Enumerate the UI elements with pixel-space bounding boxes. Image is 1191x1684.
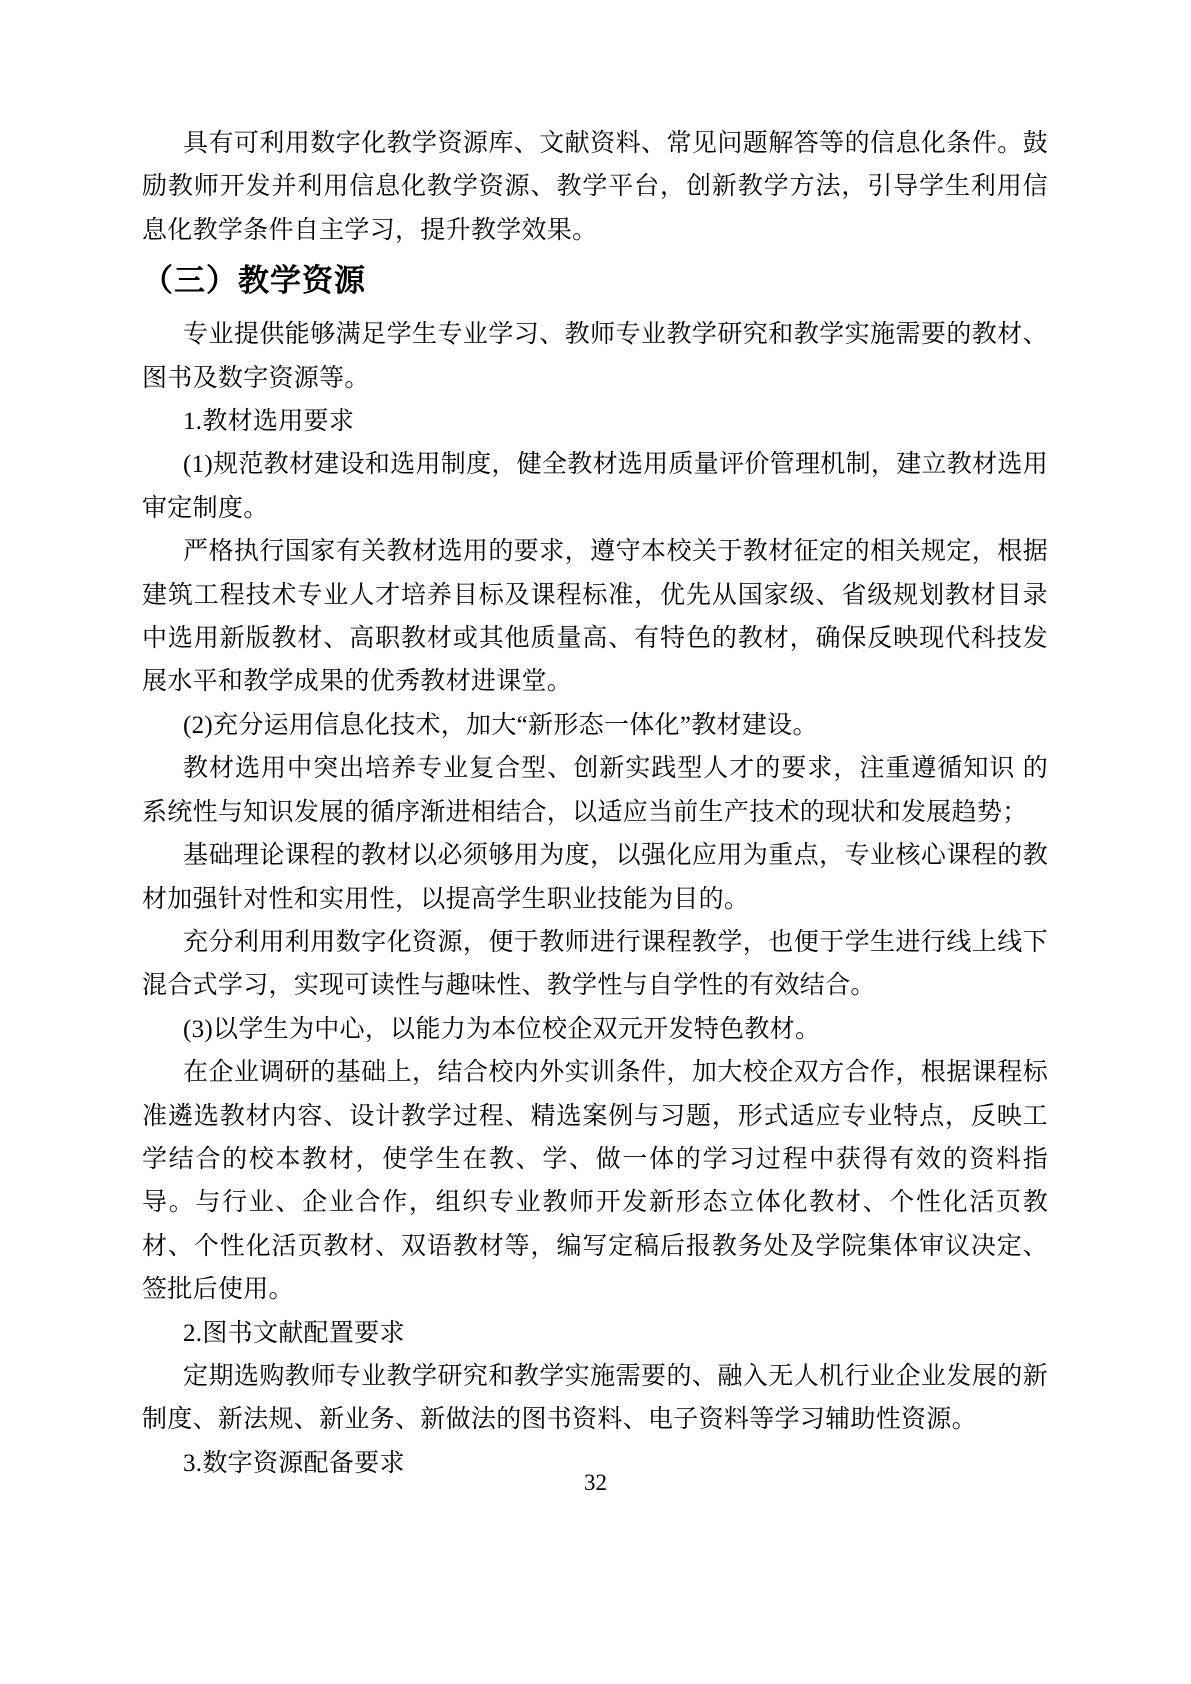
paragraph: (1)规范教材建设和选用制度，健全教材选用质量评价管理机制，建立教材选用审定制度。 xyxy=(142,451,1048,522)
paragraph: 定期选购教师专业教学研究和教学实施需要的、融入无人机行业企业发展的新制度、新法规、新业务、新做法的图书资料、电子资料等学习辅助性资源。 xyxy=(142,1362,1048,1434)
list-item-heading: 1.教材选用要求 xyxy=(183,408,355,436)
paragraph: (3)以学生为中心，以能力为本位校企双元开发特色教材。 xyxy=(183,1015,821,1043)
paragraph: 在企业调研的基础上，结合校内外实训条件，加大校企双方合作，根据课程标准遴选教材内容、设计教学过程、精选案例与习题，形式适应专业特点，反映工学结合的校本教材，使学生在教、学、做一体的学习过程中获得有效的资料指导。与行业、企业合作，组织专业教师开发新形态立体化教材、个性化活页教材、个性化活页教材、双语教材等，编写定稿后报教务处及学院集体审议决定、签批后使用。 xyxy=(142,1059,1048,1304)
paragraph: 教材选用中突出培养专业复合型、创新实践型人才的要求，注重遵循知识 的系统性与知识发展的循序渐进相结合，以适应当前生产技术的现状和发展趋势； xyxy=(142,755,1048,826)
paragraph: 充分利用利用数字化资源，便于教师进行课程教学，也便于学生进行线上线下混合式学习，实现可读性与趣味性、教学性与自学性的有效结合。 xyxy=(142,928,1048,1000)
paragraph: 基础理论课程的教材以必须够用为度，以强化应用为重点，专业核心课程的教材加强针对性和实用性，以提高学生职业技能为目的。 xyxy=(142,842,1048,913)
paragraph: (2)充分运用信息化技术，加大“新形态一体化”教材建设。 xyxy=(183,711,818,739)
section-heading: （三）教学资源 xyxy=(142,263,366,299)
paragraph: 专业提供能够满足学生专业学习、教师专业教学研究和教学实施需要的教材、图书及数字资源等。 xyxy=(142,321,1048,392)
list-item-heading: 3.数字资源配备要求 xyxy=(183,1449,405,1477)
paragraph: 严格执行国家有关教材选用的要求，遵守本校关于教材征定的相关规定，根据建筑工程技术专业人才培养目标及课程标准，优先从国家级、省级规划教材目录中选用新版教材、高职教材或其他质量高、有特色的教材，确保反映现代科技发展水平和教学成果的优秀教材进课堂。 xyxy=(142,538,1048,696)
text-block xyxy=(142,122,1048,1485)
page-number: 32 xyxy=(584,1470,607,1495)
paragraph: 具有可利用数字化教学资源库、文献资料、常见问题解答等的信息化条件。鼓励教师开发并利用信息化教学资源、教学平台，创新教学方法，引导学生利用信息化教学条件自主学习，提升教学效果。 xyxy=(142,130,1048,244)
list-item-heading: 2.图书文献配置要求 xyxy=(183,1319,405,1347)
